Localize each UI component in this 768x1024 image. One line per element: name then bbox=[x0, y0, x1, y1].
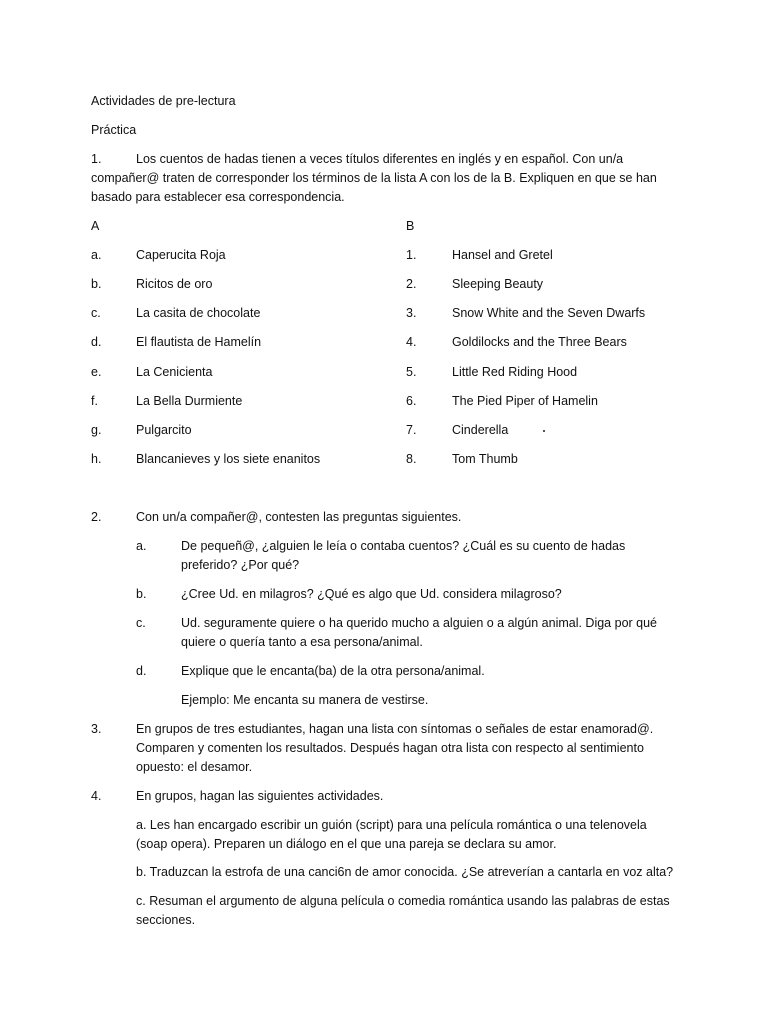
question-4-number: 4. bbox=[91, 789, 102, 803]
list-a-item: La casita de chocolate bbox=[136, 306, 261, 320]
list-b-number: 3. bbox=[406, 306, 417, 320]
list-b-number: 5. bbox=[406, 365, 417, 379]
question-1-line-2: compañer@ traten de corresponder los términos de la lista A con los de la B. Expliquen en que se han bbox=[91, 171, 657, 185]
list-a-letter: d. bbox=[91, 335, 102, 349]
question-4a-line-1: a. Les han encargado escribir un guión (script) para una película romántica o una telenovela bbox=[136, 818, 647, 832]
question-4c-line-1: c. Resuman el argumento de alguna película o comedia romántica usando las palabras de estas bbox=[136, 894, 670, 908]
list-a-letter: a. bbox=[91, 248, 102, 262]
question-4c-line-2: secciones. bbox=[136, 913, 196, 927]
question-2d-line-1: Explique que le encanta(ba) de la otra persona/animal. bbox=[181, 664, 485, 678]
question-2c-line-2: quiere o quería tanto a esa persona/animal. bbox=[181, 635, 423, 649]
question-2a-line-1: De pequeñ@, ¿alguien le leía o contaba cuentos? ¿Cuál es su cuento de hadas bbox=[181, 539, 626, 553]
list-a-item: El flautista de Hamelín bbox=[136, 335, 262, 349]
list-b-item: The Pied Piper of Hamelin bbox=[452, 394, 598, 408]
question-1-line-1: Los cuentos de hadas tienen a veces títulos diferentes en inglés y en español. Con un/a bbox=[136, 152, 624, 166]
question-2-number: 2. bbox=[91, 510, 102, 524]
list-b-item: Goldilocks and the Three Bears bbox=[452, 335, 627, 349]
list-b-item: Snow White and the Seven Dwarfs bbox=[452, 306, 646, 320]
question-2b-letter: b. bbox=[136, 587, 147, 601]
question-3-number: 3. bbox=[91, 722, 102, 736]
question-3-line-2: Comparen y comenten los resultados. Después hagan otra lista con respecto al sentimiento bbox=[136, 741, 644, 755]
question-2a-line-2: preferido? ¿Por qué? bbox=[181, 558, 300, 572]
question-4-text: En grupos, hagan las siguientes actividades. bbox=[136, 789, 384, 803]
list-b-item: Cinderella bbox=[452, 423, 509, 437]
list-b-number: 8. bbox=[406, 452, 417, 466]
list-b-item: Hansel and Gretel bbox=[452, 248, 553, 262]
question-3-line-3: opuesto: el desamor. bbox=[136, 760, 253, 774]
stray-mark bbox=[543, 430, 545, 432]
list-b-number: 7. bbox=[406, 423, 417, 437]
question-2-example: Ejemplo: Me encanta su manera de vestirse. bbox=[181, 693, 429, 707]
list-b-number: 4. bbox=[406, 335, 417, 349]
question-2c-letter: c. bbox=[136, 616, 146, 630]
question-1-number: 1. bbox=[91, 152, 102, 166]
list-a-letter: e. bbox=[91, 365, 102, 379]
list-a-letter: c. bbox=[91, 306, 101, 320]
list-b-item: Tom Thumb bbox=[452, 452, 518, 466]
list-a-item: Pulgarcito bbox=[136, 423, 192, 437]
page-title: Actividades de pre-lectura bbox=[91, 94, 236, 108]
list-b-number: 6. bbox=[406, 394, 417, 408]
list-b-header: B bbox=[406, 219, 415, 233]
list-a-header: A bbox=[91, 219, 100, 233]
question-2-text: Con un/a compañer@, contesten las preguntas siguientes. bbox=[136, 510, 462, 524]
section-subtitle: Práctica bbox=[91, 123, 137, 137]
question-2a-letter: a. bbox=[136, 539, 147, 553]
list-a-letter: f. bbox=[91, 394, 98, 408]
question-2b-line-1: ¿Cree Ud. en milagros? ¿Qué es algo que Ud. considera milagroso? bbox=[181, 587, 562, 601]
list-b-item: Little Red Riding Hood bbox=[452, 365, 578, 379]
question-3-line-1: En grupos de tres estudiantes, hagan una lista con síntomas o señales de estar enamorad@. bbox=[136, 722, 654, 736]
list-a-item: La Bella Durmiente bbox=[136, 394, 243, 408]
list-a-letter: g. bbox=[91, 423, 102, 437]
question-2c-line-1: Ud. seguramente quiere o ha querido mucho a alguien o a algún animal. Diga por qué bbox=[181, 616, 658, 630]
list-b-item: Sleeping Beauty bbox=[452, 277, 544, 291]
list-a-item: La Cenicienta bbox=[136, 365, 213, 379]
question-4b-line-1: b. Traduzcan la estrofa de una canci6n de amor conocida. ¿Se atreverían a cantarla en voz alta? bbox=[136, 865, 674, 879]
question-4a-line-2: (soap opera). Preparen un diálogo en el que una pareja se declara su amor. bbox=[136, 837, 557, 851]
list-a-letter: h. bbox=[91, 452, 102, 466]
list-a-letter: b. bbox=[91, 277, 102, 291]
list-a-item: Ricitos de oro bbox=[136, 277, 213, 291]
list-a-item: Blancanieves y los siete enanitos bbox=[136, 452, 321, 466]
list-a-item: Caperucita Roja bbox=[136, 248, 226, 262]
question-1-line-3: basado para establecer esa correspondencia. bbox=[91, 190, 345, 204]
question-2d-letter: d. bbox=[136, 664, 147, 678]
list-b-number: 2. bbox=[406, 277, 417, 291]
list-b-number: 1. bbox=[406, 248, 417, 262]
